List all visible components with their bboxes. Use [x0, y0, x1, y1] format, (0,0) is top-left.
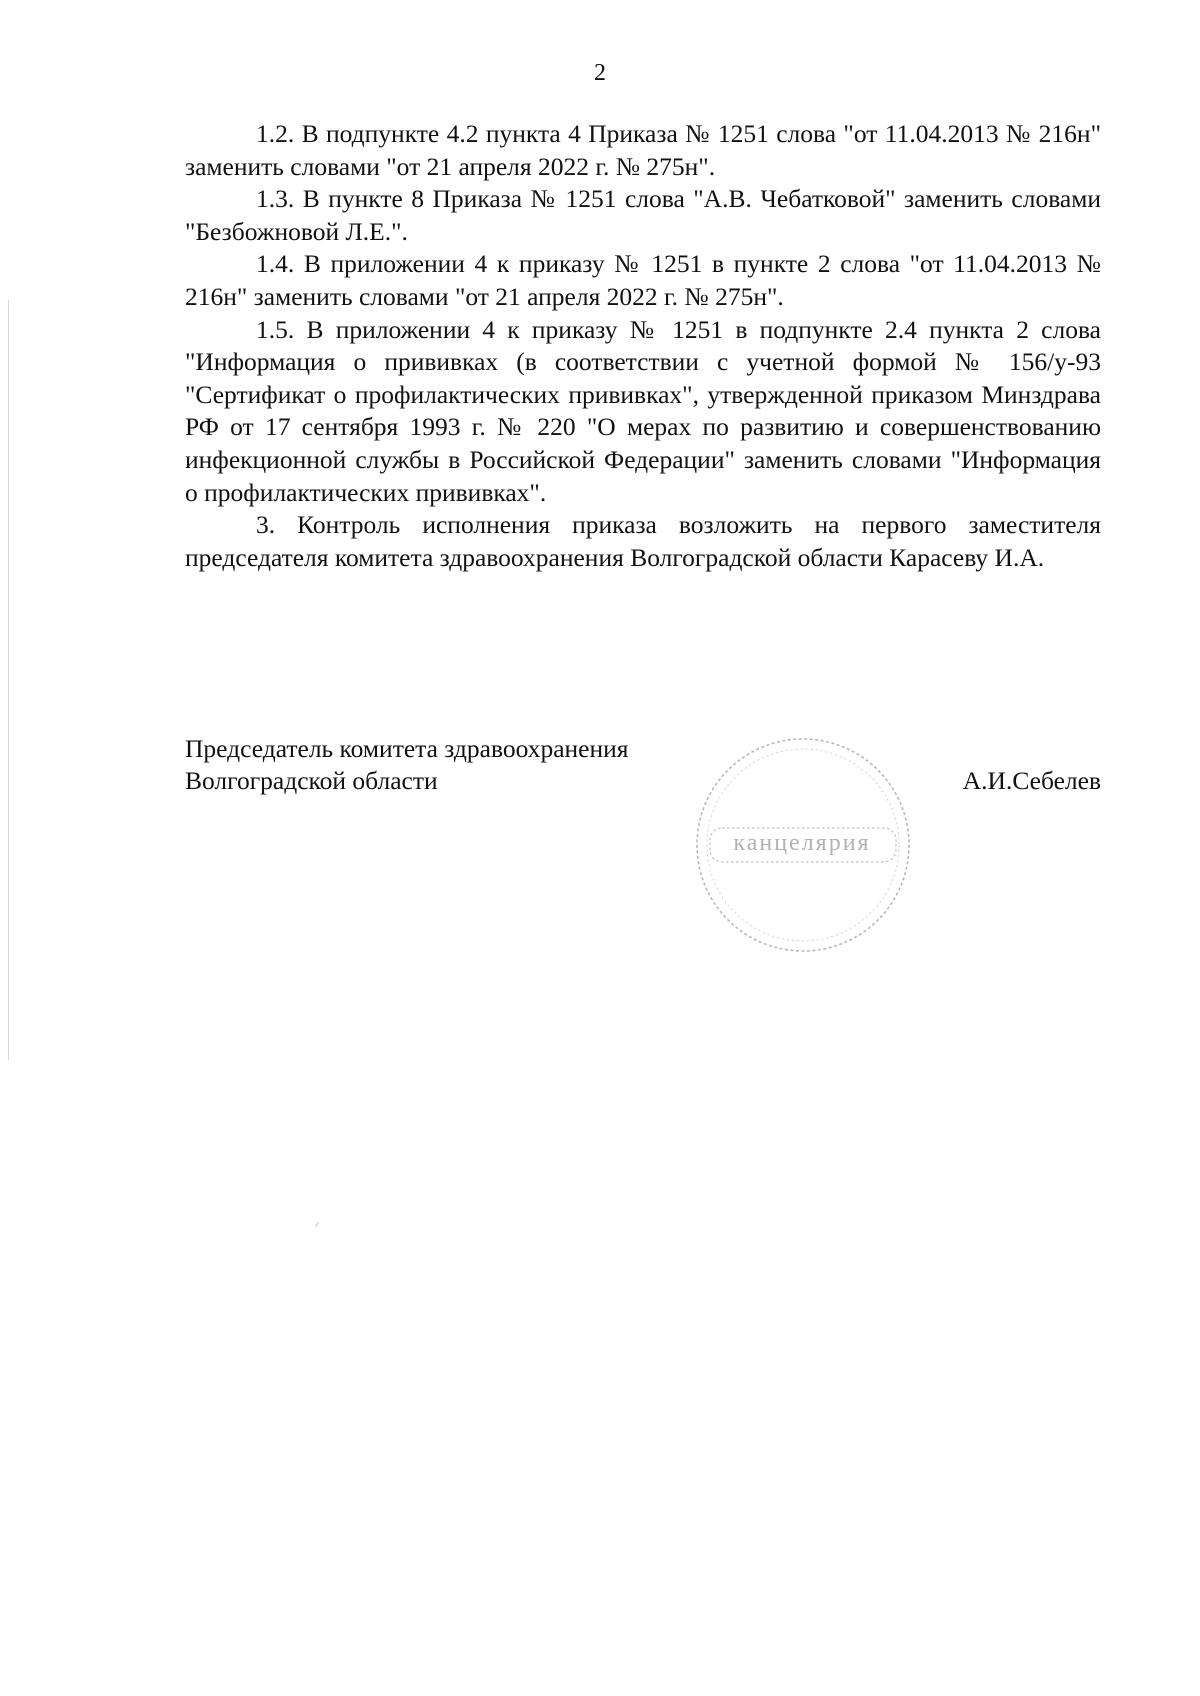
stamp-text: канцелярия — [733, 830, 871, 856]
paragraph-1-5: 1.5. В приложении 4 к приказу № 1251 в подпункте 2.4 пункта 2 слова "Информация о прививках (в соответствии с учетной формой № 156/у-93 "Сертификат о профилактических прививках", утвержденной приказом Минздрава РФ от 17 сентября 1993 г. № 220 "О мерах по развитию и совершенствованию инфекционной службы в Российской Федерации" заменить словами "Информация о профилактических прививках". — [185, 314, 1101, 507]
scan-speck — [315, 1222, 319, 1227]
scan-edge-mark — [8, 300, 9, 1060]
signatory-position: Председатель комитета здравоохранения Волгоградской области — [185, 734, 629, 795]
page-number: 2 — [594, 60, 606, 86]
paragraph-1-3: 1.3. В пункте 8 Приказа № 1251 слова "А.В. Чебатковой" заменить словами "Безбожновой Л.Е.". — [185, 184, 1101, 246]
signatory-name: А.И.Себелев — [962, 766, 1101, 795]
signature-block — [185, 733, 1101, 797]
paragraph-3: 3. Контроль исполнения приказа возложить на первого заместителя председателя комитета здравоохранения Волгоградской области Карасеву И.А. — [185, 510, 1101, 572]
document-body — [185, 118, 1101, 574]
paragraph-1-2: 1.2. В подпункте 4.2 пункта 4 Приказа № 1251 слова "от 11.04.2013 № 216н" заменить словами "от 21 апреля 2022 г. № 275н". — [185, 119, 1101, 181]
paragraph-1-4: 1.4. В приложении 4 к приказу № 1251 в пункте 2 слова "от 11.04.2013 № 216н" заменить словами "от 21 апреля 2022 г. № 275н". — [185, 249, 1101, 311]
office-stamp — [688, 730, 918, 960]
